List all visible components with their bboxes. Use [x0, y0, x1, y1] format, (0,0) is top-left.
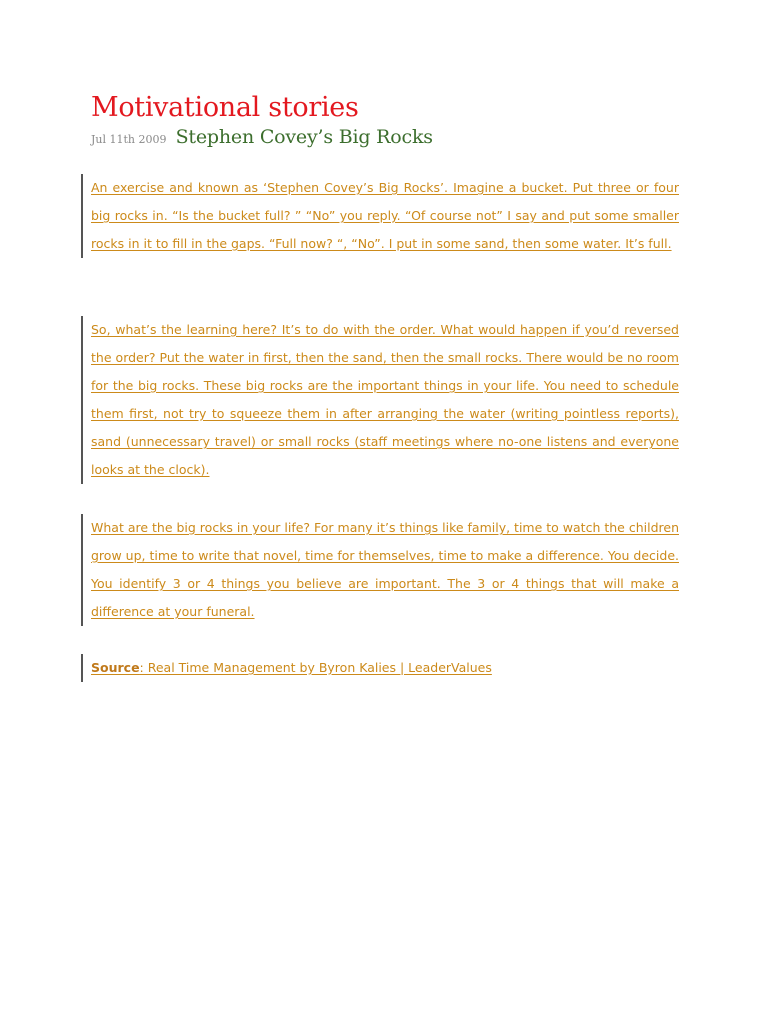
paragraph-intro-link[interactable]: An exercise and known as ‘Stephen Covey’s Big Rocks’. Imagine a bucket. Put three or four big rocks in. “Is the bucket full? ” “No” you reply. “Of course not” I say and put some smaller rocks in it to fill in the gaps. “Full now? “, “No”. I put in some sand, then some water. It’s full.: [91, 180, 679, 251]
quote-block-big-rocks: [81, 514, 679, 626]
paragraph-big-rocks-link[interactable]: What are the big rocks in your life? For many it’s things like family, time to watch the children grow up, time to write that novel, time for themselves, time to make a difference. You decide. You identify 3 or 4 things you believe are important. The 3 or 4 things that will make a difference at your funeral.: [91, 520, 679, 619]
source-link[interactable]: [91, 654, 679, 682]
source-label: Source: [91, 660, 140, 675]
post-header: [91, 126, 433, 148]
paragraph-learning-link[interactable]: So, what’s the learning here? It’s to do with the order. What would happen if you’d reversed the order? Put the water in first, then the sand, then the small rocks. There would be no room for the big rocks. These big rocks are the important things in your life. You need to schedule them first, not try to squeeze them in after arranging the water (writing pointless reports), sand (unnecessary travel) or small rocks (staff meetings where no-one listens and everyone looks at the clock).: [91, 322, 679, 477]
blog-title[interactable]: Motivational stories: [91, 92, 359, 123]
post-date: Jul 11th 2009: [91, 133, 167, 146]
source-text: : Real Time Management by Byron Kalies | LeaderValues: [139, 660, 492, 675]
quote-block-learning: [81, 316, 679, 484]
post-title[interactable]: Stephen Covey’s Big Rocks: [175, 126, 433, 148]
quote-block-intro: [81, 174, 679, 258]
source-block: [81, 654, 679, 682]
